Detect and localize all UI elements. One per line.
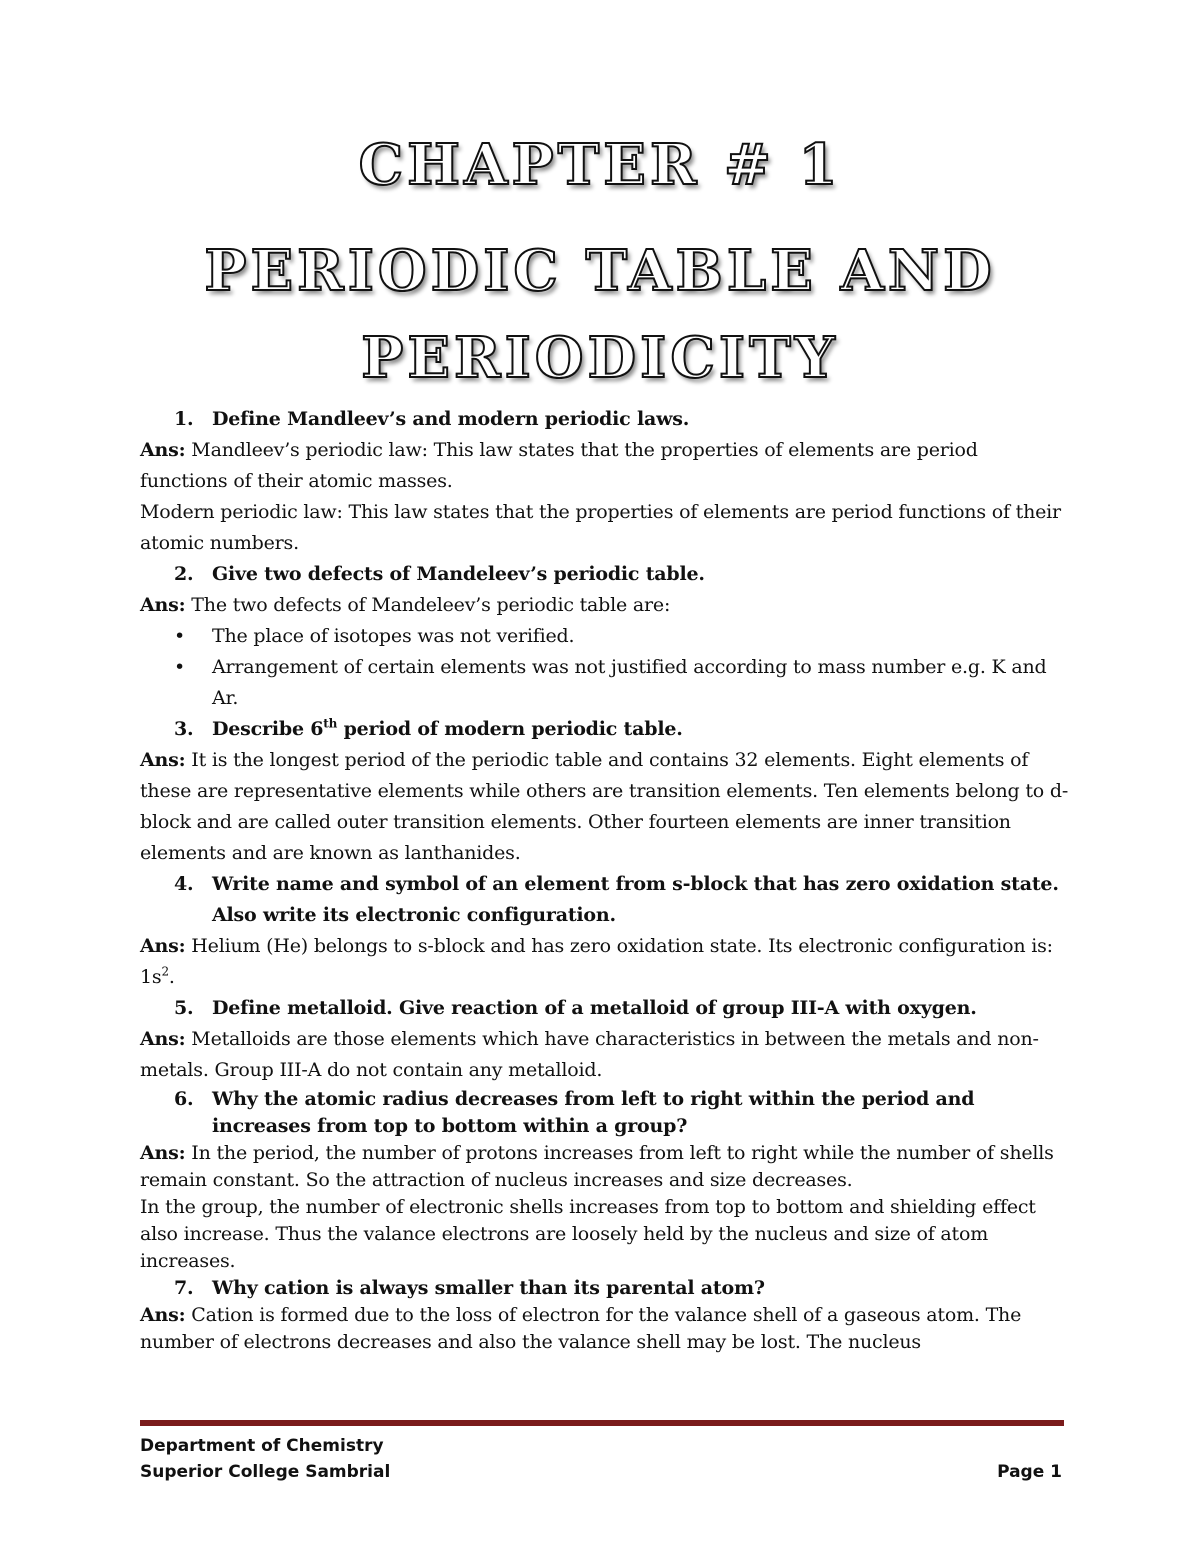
page-number: Page 1: [997, 1462, 1062, 1482]
question-7: [140, 1275, 1070, 1302]
list-item: [174, 652, 1070, 714]
question-text: Write name and symbol of an element from s-block that has zero oxidation state. Also write its electronic configuration.: [212, 873, 1059, 926]
answer-3: [140, 745, 1070, 869]
chapter-title-line-2: PERIODICITY: [361, 325, 839, 391]
answer-label: Ans:: [140, 1304, 186, 1326]
question-text: Give two defects of Mandeleev’s periodic table.: [212, 563, 705, 585]
answer-1-part-2: Modern periodic law: This law states that the properties of elements are period functions of their atomic numbers.: [140, 501, 1061, 554]
footer-department: Department of Chemistry: [140, 1436, 384, 1456]
answer-label: Ans:: [140, 439, 186, 461]
answer-6: [140, 1140, 1070, 1194]
answer-text: In the period, the number of protons increases from left to right while the number of shells remain constant. So the attraction of nucleus increases and size decreases.: [140, 1142, 1054, 1191]
chapter-heading: CHAPTER # 1: [358, 132, 842, 198]
answer-label: Ans:: [140, 749, 186, 771]
answer-text: Mandleev’s periodic law: This law states that the properties of elements are period functions of their atomic masses.: [140, 439, 978, 492]
question-6: [140, 1086, 1070, 1140]
answer-6-part-2: In the group, the number of electronic shells increases from top to bottom and shielding effect also increase. Thus the valance electrons are loosely held by the nucleus and size of atom increases.: [140, 1196, 1036, 1272]
list-item: [174, 621, 1070, 652]
answer-label: Ans:: [140, 594, 186, 616]
answer-text: It is the longest period of the periodic table and contains 32 elements. Eight elements of these are representative elements while others are transition elements. Ten elements belong to d-block and are called outer transition elements. Other fourteen elements are inner transition elements and are known as lanthanides.: [140, 749, 1069, 864]
question-number: 6.: [174, 1088, 194, 1110]
list-item-text: Arrangement of certain elements was not justified according to mass number e.g. K and Ar.: [212, 656, 1047, 709]
answer-text: Metalloids are those elements which have characteristics in between the metals and non-metals. Group III-A do not contain any metalloid.: [140, 1028, 1039, 1081]
answer-label: Ans:: [140, 1142, 186, 1164]
question-4: [140, 869, 1070, 931]
answer-label: Ans:: [140, 935, 186, 957]
answer-2: [140, 590, 1070, 621]
answer-text: Helium (He) belongs to s-block and has zero oxidation state. Its electronic configuration is: 1s: [140, 935, 1053, 988]
answer-5: [140, 1024, 1070, 1086]
answer-7: [140, 1302, 1070, 1356]
question-text: Define Mandleev’s and modern periodic laws.: [212, 408, 690, 430]
question-text: Why the atomic radius decreases from left to right within the period and increases from top to bottom within a group?: [212, 1088, 975, 1137]
question-3: [140, 714, 1070, 745]
bullet-icon: •: [174, 656, 186, 678]
chapter-title-line-1: PERIODIC TABLE AND: [204, 238, 996, 304]
question-number: 4.: [174, 873, 194, 895]
question-text: Why cation is always smaller than its parental atom?: [212, 1277, 765, 1299]
answer-text: The two defects of Mandeleev’s periodic table are:: [185, 594, 671, 616]
answer-1: [140, 435, 1070, 497]
question-number: 5.: [174, 997, 194, 1019]
question-2: [140, 559, 1070, 590]
answer-text: Cation is formed due to the loss of electron for the valance shell of a gaseous atom. The number of electrons decreases and also the valance shell may be lost. The nucleus: [140, 1304, 1022, 1353]
question-number: 2.: [174, 563, 194, 585]
answer-4: Ans: Helium (He) belongs to s-block and has zero oxidation state. Its electronic configuration is: $1s^2$.: [140, 935, 1053, 988]
question-1: [140, 404, 1070, 435]
question-text: Describe 6th period of modern periodic table.: [212, 716, 683, 740]
document-body: [140, 404, 1070, 1356]
question-number: 1.: [174, 408, 194, 430]
footer-divider: [140, 1420, 1064, 1426]
bullet-icon: •: [174, 625, 186, 647]
question-5: [140, 993, 1070, 1024]
question-number: 3.: [174, 718, 194, 740]
footer-college: Superior College Sambrial: [140, 1462, 391, 1482]
question-number: 7.: [174, 1277, 194, 1299]
answer-label: Ans:: [140, 1028, 186, 1050]
defects-list: [140, 621, 1070, 714]
list-item-text: The place of isotopes was not verified.: [212, 625, 575, 647]
question-text: Define metalloid. Give reaction of a metalloid of group III-A with oxygen.: [212, 997, 977, 1019]
